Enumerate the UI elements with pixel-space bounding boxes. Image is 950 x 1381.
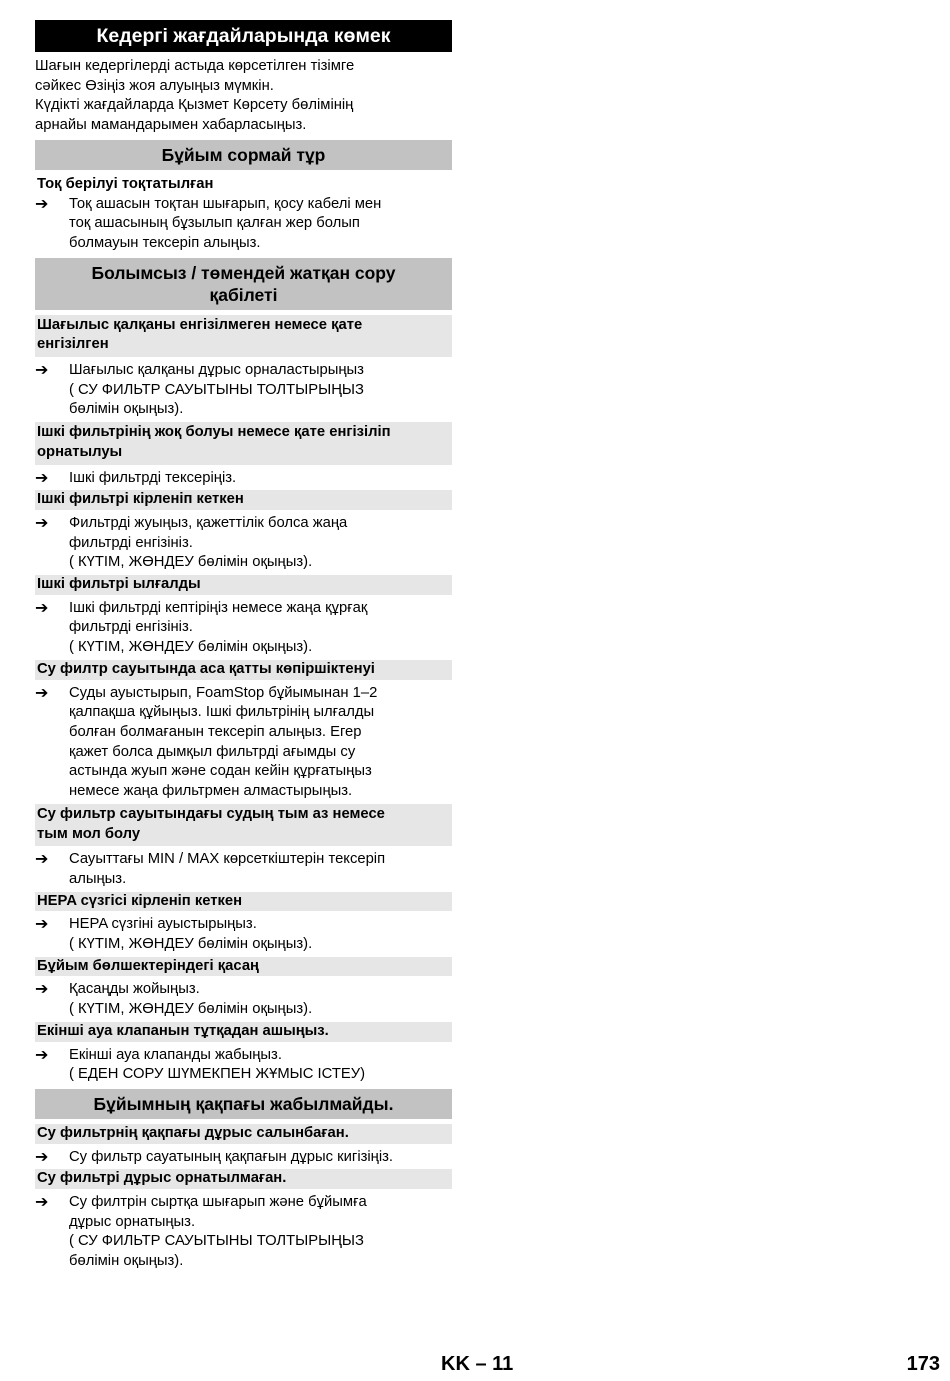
fault-cause-line: енгізілген (37, 336, 109, 353)
remedy-line: Суды ауыстырып, FoamStop бұйымынан 1–2 (69, 684, 378, 701)
troubleshooting-sections (35, 140, 452, 1272)
remedy-step (35, 514, 452, 573)
arrow-right-icon: ➔ (35, 1194, 49, 1212)
fault-cause-line: Шағылыс қалқаны енгізілмеген немесе қате (37, 316, 363, 333)
remedy-step (35, 599, 452, 658)
remedy-line: Ішкі фильтрді тексеріңіз. (69, 469, 237, 486)
remedy-line: немесе жаңа фильтрмен алмастырыңыз. (69, 783, 353, 800)
arrow-right-icon: ➔ (35, 916, 49, 934)
fault-cause-line: Ішкі фильтрі ылғалды (37, 576, 201, 593)
remedy-step (35, 684, 452, 802)
arrow-right-icon: ➔ (35, 599, 49, 617)
fault-cause (35, 804, 452, 846)
remedy-line: Су филтрін сыртқа шығарып және бұйымға (69, 1194, 367, 1211)
remedy-step (35, 1193, 452, 1272)
section-heading-line: Бұйымның қақпағы жабылмайды. (93, 1093, 394, 1114)
fault-cause-line: орнатылуы (37, 443, 123, 460)
remedy-step (35, 469, 452, 489)
fault-cause-line: Тоқ берілуі тоқтатылған (37, 175, 214, 192)
arrow-right-icon: ➔ (35, 851, 49, 869)
remedy-line: ( СУ ФИЛЬТР САУЫТЫНЫ ТОЛТЫРЫҢЫЗ (69, 381, 364, 398)
fault-cause-line: HEPA сүзгісі кірленіп кеткен (37, 892, 243, 909)
remedy-line: қажет болса дымқыл фильтрді ағымды су (69, 743, 356, 760)
fault-cause-line: Бұйым бөлшектеріндегі қасаң (37, 957, 259, 974)
fault-cause-line: Су фильтрі дұрыс орнатылмаған. (37, 1170, 287, 1187)
remedy-step (35, 915, 452, 954)
remedy-line: HEPA сүзгіні ауыстырыңыз. (69, 916, 257, 933)
remedy-step (35, 1148, 452, 1168)
fault-cause-line: тым мол болу (37, 825, 141, 842)
remedy-line: бөлімін оқыңыз). (69, 1253, 184, 1270)
remedy-line: дұрыс орнатыңыз. (69, 1213, 196, 1230)
remedy-line: алыңыз. (69, 870, 127, 887)
remedy-line: бөлімін оқыңыз). (69, 401, 184, 418)
intro-line: Күдікті жағдайларда Қызмет Көрсету бөлімінің (35, 97, 354, 114)
remedy-line: қалпақша құйыңыз. Ішкі фильтрінің ылғалды (69, 704, 375, 721)
fault-cause-line: Ішкі фильтрінің жоқ болуы немесе қате енгізіліп (37, 424, 391, 441)
remedy-line: Тоқ ашасын тоқтан шығарып, қосу кабелі мен (69, 195, 382, 212)
arrow-right-icon: ➔ (35, 1046, 49, 1064)
fault-cause (35, 1124, 452, 1144)
remedy-line: фильтрді енгізініз. (69, 619, 193, 636)
fault-cause (35, 175, 452, 195)
remedy-line: астында жуып және содан кейін құрғатыңыз (69, 763, 372, 780)
arrow-right-icon: ➔ (35, 514, 49, 532)
remedy-step (35, 361, 452, 420)
intro-line: арнайы мамандарымен хабарласыңыз. (35, 117, 307, 134)
arrow-right-icon: ➔ (35, 362, 49, 380)
remedy-line: фильтрді енгізініз. (69, 534, 193, 551)
remedy-step (35, 1046, 452, 1085)
fault-cause-line: Екінші ауа клапанын тұтқадан ашыңыз. (37, 1022, 329, 1039)
remedy-line: ( КҮТІМ, ЖӨНДЕУ бөлімін оқыңыз). (69, 1001, 313, 1018)
fault-cause (35, 1169, 452, 1189)
section-heading (35, 140, 452, 170)
intro-line: сәйкес Өзіңіз жоя алуыңыз мүмкін. (35, 77, 274, 94)
footer-page-number: 173 (906, 1353, 940, 1375)
remedy-line: ( ЕДЕН СОРУ ШҮМЕКПЕН ЖҰМЫС ІСТЕУ) (69, 1066, 366, 1083)
section-heading (35, 1089, 452, 1119)
remedy-step (35, 195, 452, 254)
remedy-line: тоқ ашасының бұзылып қалған жер болып (69, 215, 360, 232)
fault-cause-line: Ішкі фильтрі кірленіп кеткен (37, 491, 244, 508)
arrow-right-icon: ➔ (35, 1148, 49, 1166)
fault-cause (35, 957, 452, 977)
arrow-right-icon: ➔ (35, 684, 49, 702)
fault-cause (35, 575, 452, 595)
remedy-line: ( КҮТІМ, ЖӨНДЕУ бөлімін оқыңыз). (69, 936, 313, 953)
remedy-line: болмауын тексеріп алыңыз. (69, 234, 261, 251)
remedy-line: Фильтрді жуыңыз, қажеттілік болса жаңа (69, 514, 348, 531)
fault-cause (35, 1022, 452, 1042)
remedy-line: Су фильтр сауатының қақпағын дұрыс кигізіңіз. (69, 1148, 394, 1165)
fault-cause (35, 892, 452, 912)
remedy-step (35, 980, 452, 1019)
fault-cause-line: Су фильтр сауытындағы судың тым аз немесе (37, 805, 385, 822)
footer-section-code: KK – 11 (441, 1353, 514, 1375)
arrow-right-icon: ➔ (35, 195, 49, 213)
fault-cause-line: Су фильтрнің қақпағы дұрыс салынбаған. (37, 1124, 349, 1141)
fault-cause-line: Су филтр сауытында аса қатты көпіршіктенуі (37, 660, 375, 677)
section-heading-line: Бұйым сормай тұр (161, 144, 326, 165)
remedy-line: Шағылыс қалқаны дұрыс орналастырыңыз (69, 362, 364, 379)
remedy-line: ( КҮТІМ, ЖӨНДЕУ бөлімін оқыңыз). (69, 639, 313, 656)
remedy-line: Қасаңды жойыңыз. (69, 981, 200, 998)
remedy-line: болған болмағанын тексеріп алыңыз. Егер (69, 723, 362, 740)
fault-cause (35, 422, 452, 464)
remedy-line: Ішкі фильтрді кептіріңіз немесе жаңа құрғақ (69, 599, 368, 616)
content-column (35, 20, 452, 1274)
page-title: Кедергі жағдайларында көмек (35, 20, 452, 52)
intro-text (35, 57, 452, 136)
fault-cause (35, 315, 452, 357)
fault-cause (35, 660, 452, 680)
remedy-step (35, 850, 452, 889)
intro-line: Шағын кедергілерді астыда көрсетілген тізімге (35, 58, 355, 74)
remedy-line: ( КҮТІМ, ЖӨНДЕУ бөлімін оқыңыз). (69, 554, 313, 571)
arrow-right-icon: ➔ (35, 469, 49, 487)
section-heading-line: Болымсыз / төмендей жатқан сору (91, 262, 396, 283)
remedy-line: ( СУ ФИЛЬТР САУЫТЫНЫ ТОЛТЫРЫҢЫЗ (69, 1233, 364, 1250)
remedy-line: Сауыттағы MIN / MAX көрсеткіштерін тексеріп (69, 851, 386, 868)
section-heading-line: қабілеті (209, 284, 278, 305)
section-heading (35, 258, 452, 310)
remedy-line: Екінші ауа клапанды жабыңыз. (69, 1046, 282, 1063)
arrow-right-icon: ➔ (35, 981, 49, 999)
fault-cause (35, 490, 452, 510)
